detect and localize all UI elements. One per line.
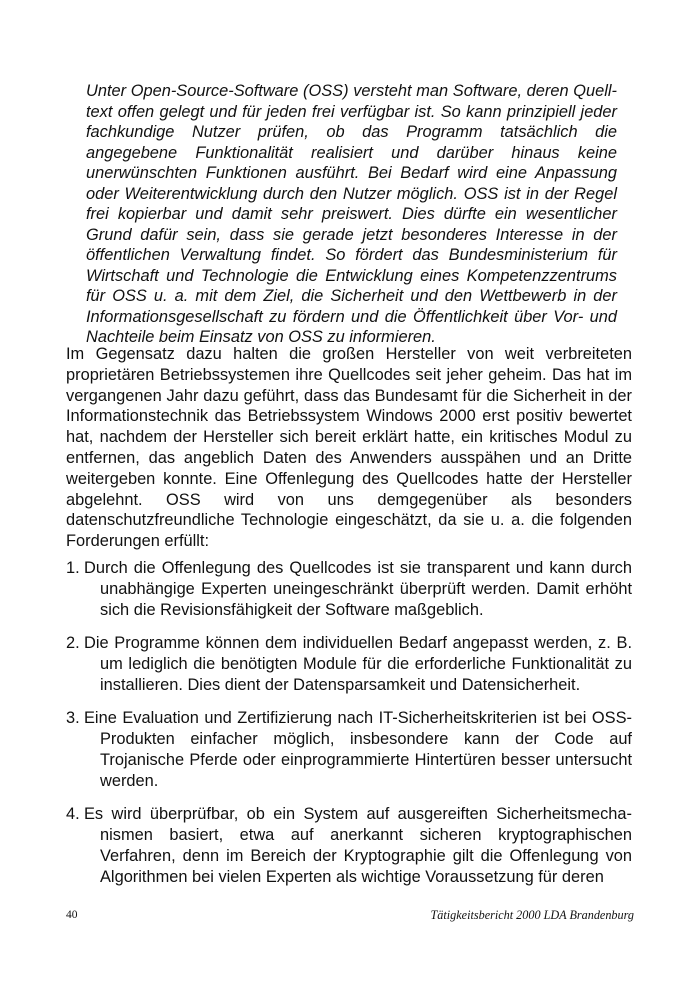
list-item-text: Eine Evaluation und Zertifizierung nach IT-Sicherheitskriterien ist bei OSS-Produkten einfacher möglich, insbesondere kann der Code auf Trojanische Pferde oder einprogrammierte Hintertüren besser untersucht werden.	[84, 709, 632, 790]
quoted-definition: Unter Open-Source-Software (OSS) versteht man Software, deren Quelltext offen gelegt und für jeden frei verfügbar ist. So kann prinzipiell jeder fachkundige Nutzer prüfen, ob das Programm tatsächlich die angegebene Funktionalität realisiert und darüber hinaus keine unerwünschten Funktionen ausführt. Bei Bedarf wird eine Anpassung oder Weiterentwicklung durch den Nutzer möglich. OSS ist in der Regel frei kopierbar und damit sehr preiswert. Dies dürfte ein wesentlicher Grund dafür sein, dass sie gerade jetzt besonderes Interesse in der öffentlichen Verwaltung findet. So fördert das Bundesministerium für Wirtschaft und Technologie die Entwicklung eines Kompetenzzentrums für OSS u. a. mit dem Ziel, die Sicherheit und den Wettbewerb in der Informationsgesellschaft zu fördern und die Öffentlichkeit über Vor- und Nachteile beim Einsatz von OSS zu informieren.	[86, 82, 617, 346]
list-item-text: Es wird überprüfbar, ob ein System auf ausgereiften Sicherheitsmechanismen basiert, etwa auf anerkannt sicheren kryptographischen Verfahren, denn im Bereich der Kryptographie gilt die Offenlegung von Algorithmen bei vielen Experten als wichtige Voraussetzung für deren	[84, 805, 632, 886]
list-item-number: 1.	[66, 559, 80, 577]
list-item-number: 3.	[66, 709, 80, 727]
list-item	[66, 708, 632, 792]
list-item-number: 2.	[66, 634, 80, 652]
list-item	[66, 804, 632, 888]
report-title: Tätigkeitsbericht 2000 LDA Brandenburg	[430, 908, 634, 922]
body-paragraph: Im Gegensatz dazu halten die großen Hersteller von weit verbreiteten proprietären Betriebssystemen ihre Quellcodes seit jeher geheim. Das hat im vergangenen Jahr dazu geführt, dass das Bundesamt für die Sicherheit in der Informationstechnik das Betriebssystem Windows 2000 erst positiv bewertet hat, nachdem der Hersteller sich bereit erklärt hatte, ein kritisches Modul zu entfernen, das angeblich Daten des Anwenders ausspähen und an Dritte weitergeben konnte. Eine Offenlegung des Quellcodes hatte der Hersteller abgelehnt. OSS wird von uns demgegenüber als besonders datenschutzfreundliche Technologie eingeschätzt, da sie u. a. die folgenden Forderungen erfüllt:	[66, 345, 632, 551]
list-item-text: Durch die Offenlegung des Quellcodes ist sie transparent und kann durch unabhängige Experten uneingeschränkt überprüft werden. Damit erhöht sich die Revisionsfähigkeit der Software maßgeblich.	[84, 559, 632, 619]
list-item	[66, 633, 632, 696]
page-number: 40	[66, 909, 78, 921]
list-item	[66, 558, 632, 621]
list-item-number: 4.	[66, 805, 80, 823]
list-item-text: Die Programme können dem individuellen Bedarf angepasst werden, z. B. um lediglich die benötigten Module für die erforderliche Funktionalität zu installieren. Dies dient der Datensparsamkeit und Datensicherheit.	[84, 634, 632, 694]
